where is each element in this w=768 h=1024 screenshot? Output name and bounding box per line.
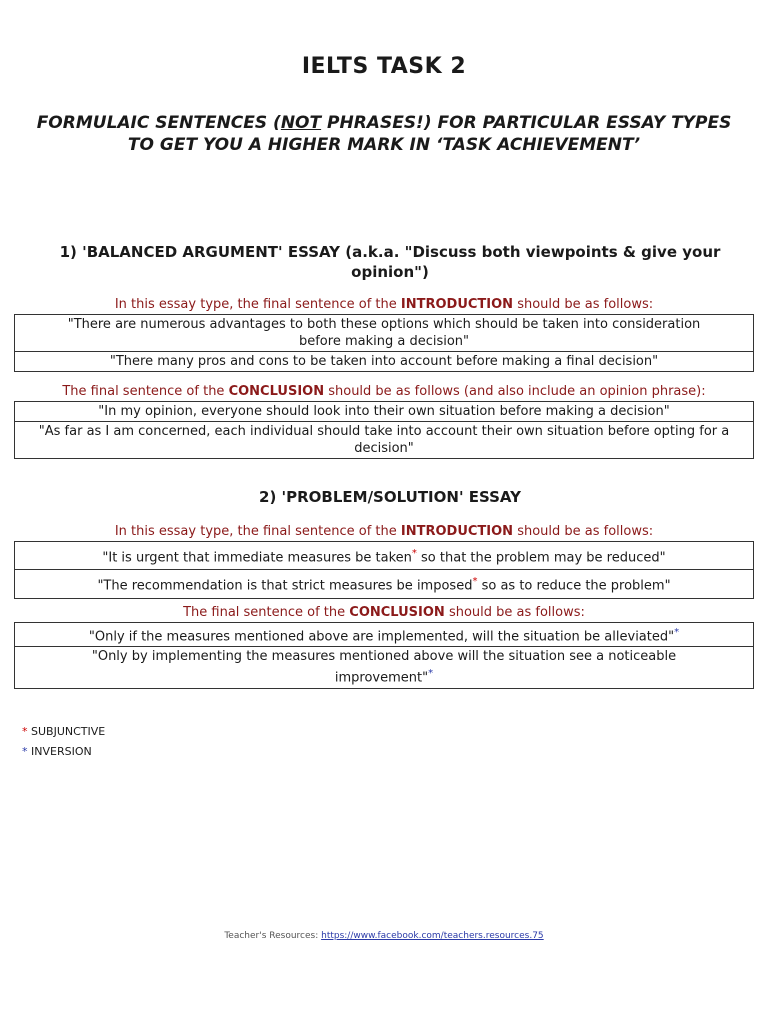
section-2-heading: 2) 'PROBLEM/SOLUTION' ESSAY [259, 488, 521, 506]
section-1-conclusion-instruction: The final sentence of the CONCLUSION should be as follows (and also include an opinion phrase): [62, 384, 706, 399]
subtitle-line-2: TO GET YOU A HIGHER MARK IN ‘TASK ACHIEVEMENT’ [127, 135, 641, 155]
page-title: IELTS TASK 2 [301, 54, 467, 79]
subtitle-line-1: FORMULAIC SENTENCES (NOT PHRASES!) FOR PARTICULAR ESSAY TYPES [36, 113, 732, 133]
table-row: "In my opinion, everyone should look into their own situation before making a decision" [15, 402, 753, 422]
table-row: "The recommendation is that strict measures be imposed* so as to reduce the problem" [15, 570, 753, 598]
section-1-conclusion-table [14, 401, 754, 459]
footnote-inversion: * INVERSION [22, 745, 92, 758]
section-1-intro-instruction: In this essay type, the final sentence of the INTRODUCTION should be as follows: [114, 297, 654, 312]
table-row: "There are numerous advantages to both these options which should be taken into consideration before making a decision" [15, 315, 753, 352]
inversion-marker: * [428, 668, 434, 680]
subtitle-underlined-not: NOT [280, 113, 322, 133]
subjunctive-marker: * [411, 548, 417, 559]
section-1-heading: 1) 'BALANCED ARGUMENT' ESSAY (a.k.a. "Discuss both viewpoints & give your opinion") [59, 243, 721, 281]
page-footer: Teacher's Resources: https://www.facebook.com/teachers.resources.75 [224, 931, 544, 941]
table-row: "Only by implementing the measures mentioned above will the situation see a noticeable improvement"* [15, 647, 753, 688]
table-row: "There many pros and cons to be taken into account before making a final decision" [15, 352, 753, 372]
table-row: "As far as I am concerned, each individual should take into account their own situation before opting for a decision" [15, 422, 753, 459]
section-1-intro-table [14, 314, 754, 372]
footnote-subjunctive: * SUBJUNCTIVE [22, 725, 106, 738]
table-row: "It is urgent that immediate measures be taken* so that the problem may be reduced" [15, 542, 753, 570]
inversion-marker: * [674, 627, 680, 638]
section-2-conclusion-table [14, 622, 754, 689]
subjunctive-marker: * [472, 576, 478, 588]
table-row: "Only if the measures mentioned above are implemented, will the situation be alleviated"* [15, 623, 753, 647]
section-2-intro-instruction: In this essay type, the final sentence of the INTRODUCTION should be as follows: [114, 524, 654, 539]
footnotes [22, 722, 105, 762]
page-subtitle [20, 112, 748, 156]
footer-link[interactable]: https://www.facebook.com/teachers.resources.75 [321, 931, 544, 941]
section-2-intro-table [14, 541, 754, 599]
section-2-conclusion-instruction: The final sentence of the CONCLUSION should be as follows: [183, 605, 585, 620]
